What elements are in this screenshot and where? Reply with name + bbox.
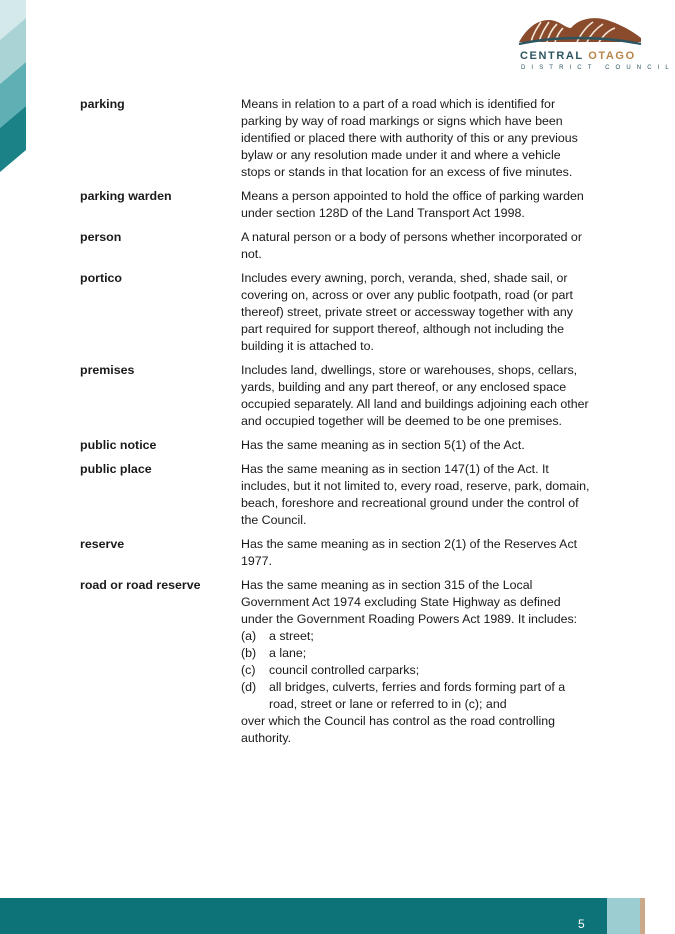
list-label: (b) [241,646,257,660]
logo-subtitle: DISTRICT COUNCIL [521,65,675,71]
logo-wordmark: CENTRAL OTAGO [520,50,636,62]
page-number: 5 [578,917,585,931]
footer-bar [0,898,645,934]
list-label: (c) [241,663,256,677]
list-item [241,645,590,662]
list-label: (a) [241,629,257,643]
definition-term: reserve [80,537,125,551]
definition-text: A natural person or a body of persons whether incorporated or not. [241,230,582,261]
list-text: council controlled carparks; [269,663,420,677]
definition-term: public place [80,462,152,476]
definition-body [241,577,590,747]
council-logo [515,14,675,84]
definition-term: portico [80,271,122,285]
footer-accent-block [607,898,640,934]
definition-text: Includes every awning, porch, veranda, shed, shade sail, or covering on, across or over any public footpath, road (or part thereof) street, private street or accessway together with any part required for support thereof, although not including the building it is attached to. [241,271,573,353]
definition-entry [80,577,590,747]
definition-closing-text: over which the Council has control as the road controlling authority. [241,714,556,745]
definition-term: parking [80,97,125,111]
definition-term: road or road reserve [80,578,201,592]
footer-edge-strip [640,898,645,934]
list-item [241,662,590,679]
definition-text: Has the same meaning as in section 5(1) of the Act. [241,438,525,452]
definition-entry [80,270,590,355]
definition-term: public notice [80,438,157,452]
list-text: all bridges, culverts, ferries and fords forming part of a road, street or lane or referred to in (c); and [269,680,566,711]
definition-text: Means a person appointed to hold the office of parking warden under section 128D of the Land Transport Act 1998. [241,189,584,220]
definition-text: Means in relation to a part of a road which is identified for parking by way of road markings or signs which have been identified or placed there with authority of this or any previous bylaw or any resolution made under it and where a vehicle stops or stands in that location for an excess of five minutes. [241,97,578,179]
definition-text: Has the same meaning as in section 147(1) of the Act. It includes, but it not limited to, every road, reserve, park, domain, beach, foreshore and recreational ground under the control of the Council. [241,462,590,527]
definition-entry [80,96,590,181]
list-item [241,679,590,713]
list-label: (d) [241,680,257,694]
definitions-list [80,96,590,754]
definition-entry [80,188,590,222]
list-text: a lane; [269,646,307,660]
definition-entry [80,437,590,454]
definition-term: parking warden [80,189,172,203]
definition-text: Has the same meaning as in section 315 of the Local Government Act 1974 excluding State Highway as defined under the Government Roading Powers Act 1989. It includes: [241,578,578,626]
definition-term: person [80,230,122,244]
definition-term: premises [80,363,135,377]
definition-text: Includes land, dwellings, store or warehouses, shops, cellars, yards, building and any part thereof, or any enclosed space occupied separately. All land and buildings adjoining each other and occupied together will be deemed to be one premises. [241,363,589,428]
definition-entry [80,536,590,570]
list-item [241,628,590,645]
definition-entry [80,461,590,529]
definition-entry [80,229,590,263]
mountain-logo-icon [515,14,643,48]
definition-text: Has the same meaning as in section 2(1) of the Reserves Act 1977. [241,537,578,568]
left-edge-decoration [0,0,26,180]
definition-entry [80,362,590,430]
list-text: a street; [269,629,314,643]
